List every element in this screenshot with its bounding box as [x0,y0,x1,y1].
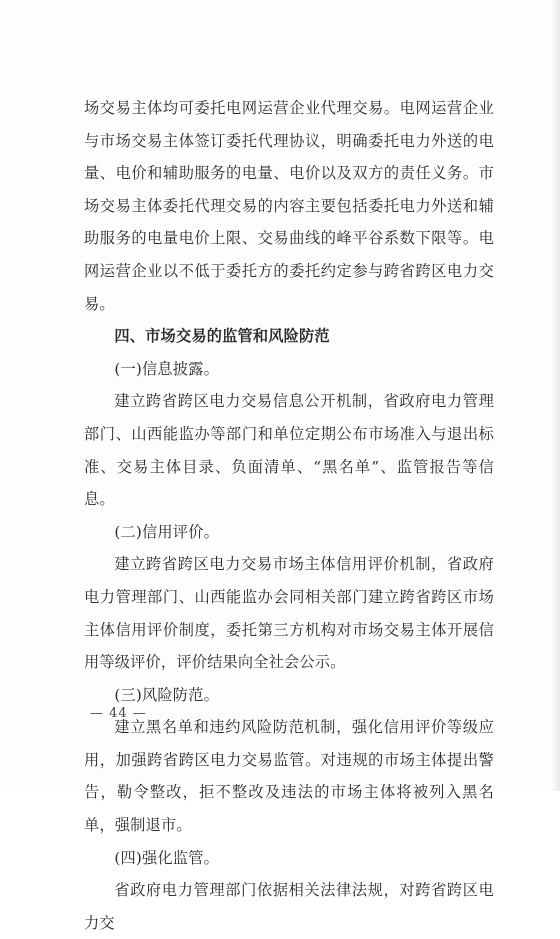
section-heading-4: 四、市场交易的监管和风险防范 [114,327,330,346]
subsection-body-1: 建立跨省跨区电力交易信息公开机制，省政府电力管理部门、山西能监办等部门和单位定期公布市场准入与退出标准、交易主体目录、负面清单、“黑名单”、监管报告等信息。 [84,392,494,509]
subsection-body-4: 省政府电力管理部门依据相关法律法规，对跨省跨区电力交 [84,881,494,932]
subsection-body-2: 建立跨省跨区电力交易市场主体信用评价机制，省政府电力管理部门、山西能监办会同相关部门建立跨省跨区市场主体信用评价制度，委托第三方机构对市场交易主体开展信用等级评价，评价结果向全社会公示。 [84,555,494,672]
subsection-heading-4: (四)强化监管。 [114,848,219,867]
subsection-body-3: 建立黑名单和违约风险防范机制，强化信用评价等级应用，加强跨省跨区电力交易监管。对违规的市场主体提出警告，勒令整改，拒不整改及违法的市场主体将被列入黑名单，强制退市。 [84,718,494,835]
subsection-heading-1: (一)信息披露。 [114,359,219,378]
paragraph-continuation: 场交易主体均可委托电网运营企业代理交易。电网运营企业与市场交易主体签订委托代理协议，明确委托电力外送的电量、电价和辅助服务的电量、电价以及双方的责任义务。市场交易主体委托代理交易的内容主要包括委托电力外送和辅助服务的电量电价上限、交易曲线的峰平谷系数下限等。电网运营企业以不低于委托方的委托约定参与跨省跨区电力交易。 [84,99,494,313]
subsection-heading-2: (二)信用评价。 [114,522,219,541]
scan-edge-shadow [552,0,560,791]
document-body [84,92,494,939]
subsection-heading-3: (三)风险防范。 [114,685,219,704]
page-number: — 44 — [90,706,147,721]
